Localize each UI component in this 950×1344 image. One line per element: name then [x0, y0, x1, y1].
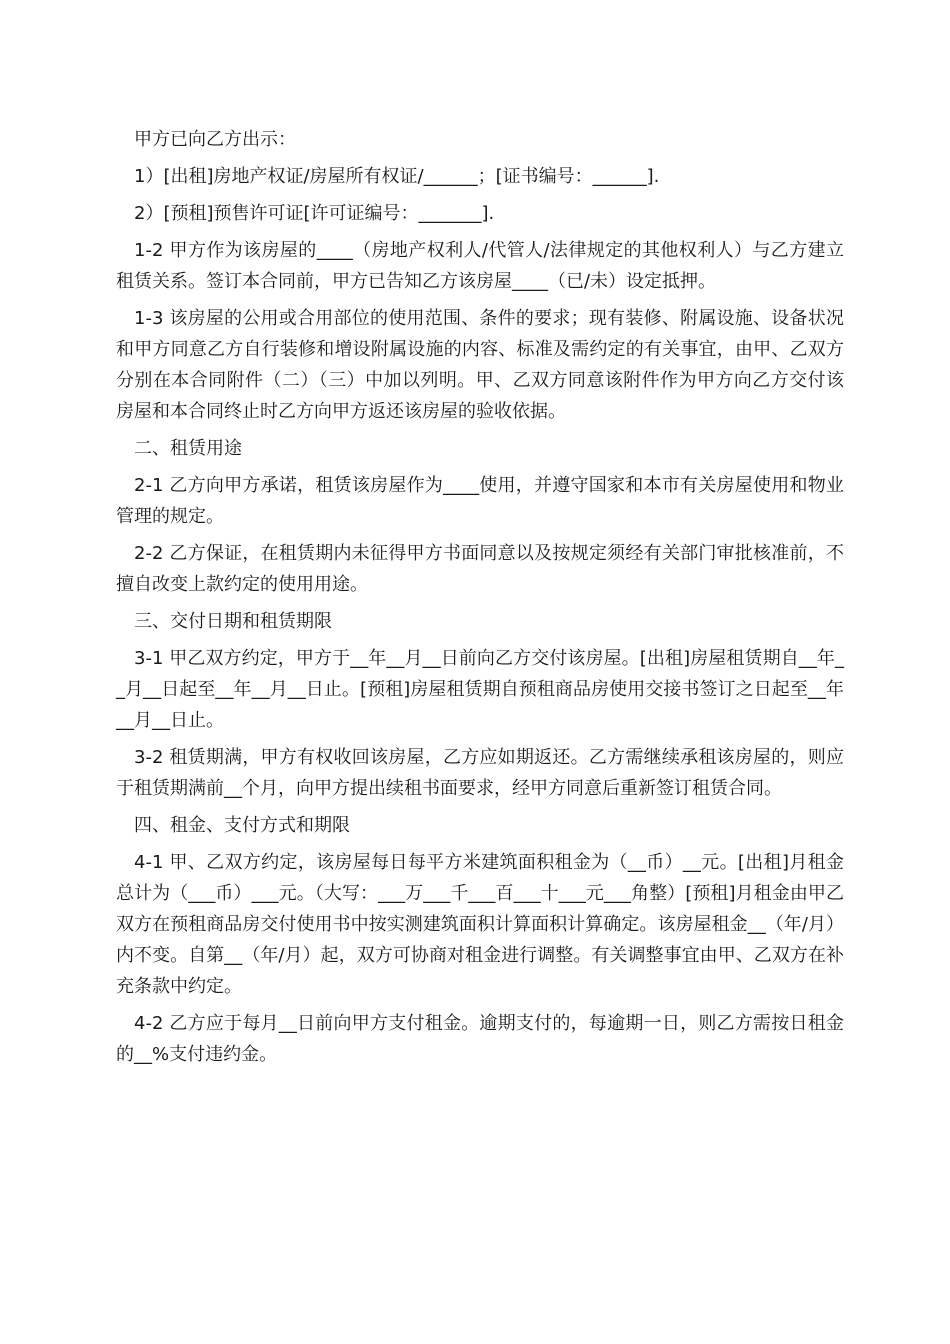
section-heading-rental-purpose: 二、租赁用途: [134, 438, 242, 459]
paragraph-clause-3-1: 3-1 甲乙双方约定，甲方于__年__月__日前向乙方交付该房屋。[出租]房屋租赁期自__年__月__日起至__年__月__日止。[预租]房屋租赁期自预租商品房使用交接书签订之日起至__年__月__日止。: [116, 648, 844, 731]
section-heading-rent-and-payment: 四、租金、支付方式和期限: [134, 815, 350, 836]
paragraph-clause-4-1: 4-1 甲、乙双方约定，该房屋每日每平方米建筑面积租金为（__币）__元。[出租]月租金总计为（___币）___元。（大写：___万___千___百___十___元___角整）[预租]月租金由甲乙双方在预租商品房交付使用书中按实测建筑面积计算面积计算确定。该房屋租金__（年/月）内不变。自第__（年/月）起，双方可协商对租金进行调整。有关调整事宜由甲、乙双方在补充条款中约定。: [116, 852, 844, 997]
document-body: [116, 124, 844, 1076]
paragraph-clause-2-2: 2-2 乙方保证，在租赁期内未征得甲方书面同意以及按规定须经有关部门审批核准前，不擅自改变上款约定的使用用途。: [116, 543, 844, 595]
paragraph-clause-1-3: 1-3 该房屋的公用或合用部位的使用范围、条件的要求；现有装修、附属设施、设备状况和甲方同意乙方自行装修和增设附属设施的内容、标准及需约定的有关事宜，由甲、乙双方分别在本合同附件（二）（三）中加以列明。甲、乙双方同意该附件作为甲方向乙方交付该房屋和本合同终止时乙方向甲方返还该房屋的验收依据。: [116, 308, 844, 422]
paragraph-clause-3-2: 3-2 租赁期满，甲方有权收回该房屋，乙方应如期返还。乙方需继续承租该房屋的，则应于租赁期满前__个月，向甲方提出续租书面要求，经甲方同意后重新签订租赁合同。: [116, 747, 844, 799]
paragraph-shown-certificates: 甲方已向乙方出示：: [134, 129, 296, 150]
paragraph-clause-1-2: 1-2 甲方作为该房屋的____（房地产权利人/代管人/法律规定的其他权利人）与乙方建立租赁关系。签订本合同前，甲方已告知乙方该房屋____（已/未）设定抵押。: [116, 240, 844, 292]
paragraph-rental-property-certificate: 1）[出租]房地产权证/房屋所有权证/______；[证书编号：______].: [134, 166, 660, 187]
paragraph-presale-permit: 2）[预租]预售许可证[许可证编号：_______].: [134, 203, 495, 224]
paragraph-clause-2-1: 2-1 乙方向甲方承诺，租赁该房屋作为____使用，并遵守国家和本市有关房屋使用和物业管理的规定。: [116, 475, 844, 527]
section-heading-delivery-and-term: 三、交付日期和租赁期限: [134, 611, 332, 632]
paragraph-clause-4-2: 4-2 乙方应于每月__日前向甲方支付租金。逾期支付的，每逾期一日，则乙方需按日租金的__%支付违约金。: [116, 1013, 844, 1065]
